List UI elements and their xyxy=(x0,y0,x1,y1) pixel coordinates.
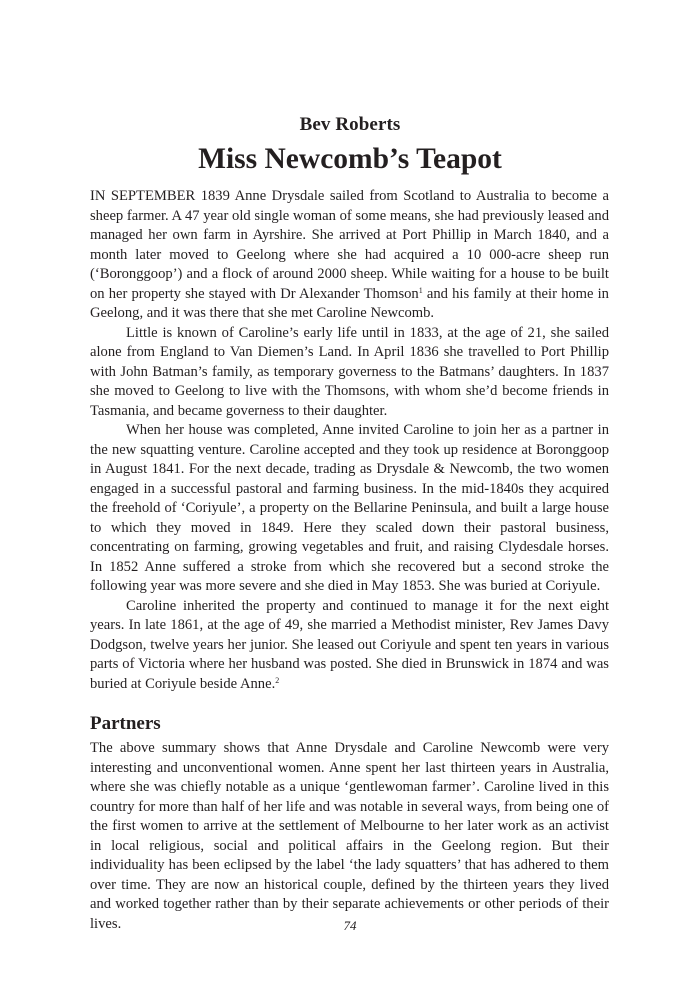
article-body xyxy=(90,187,609,934)
body-paragraph: Little is known of Caroline’s early life until in 1833, at the age of 21, she sailed alone from England to Van Diemen’s Land. In April 1836 she travelled to Port Phillip with John Batman’s family, as temporary governess to the Batmans’ daughters. In 1837 she moved to Geelong to live with the Thomsons, with whom she’d become friends in Tasmania, and became governess to their daughter. xyxy=(90,324,609,419)
body-paragraph xyxy=(90,187,609,324)
page-number: 74 xyxy=(343,918,357,933)
article-title: Miss Newcomb’s Teapot xyxy=(198,143,502,175)
section-heading: Partners xyxy=(90,713,161,734)
author-name: Bev Roberts xyxy=(299,114,401,135)
paragraph-text: IN SEPTEMBER 1839 Anne Drysdale sailed from Scotland to Australia to become a sheep farmer. A 47 year old single woman of some means, she had previously leased and managed her own farm in Ayrshire. She arrived at Port Phillip in March 1840, and a month later moved to Geelong where she had acquired a 10 000-acre sheep run (‘Boronggoop’) and a flock of around 2000 sheep. While waiting for a house to be built on her property she stayed with Dr Alexander Thomson xyxy=(90,188,609,302)
body-paragraph xyxy=(90,597,609,695)
body-paragraph: When her house was completed, Anne invited Caroline to join her as a partner in the new squatting venture. Caroline accepted and they took up residence at Boronggoop in August 1841. For the next decade, trading as Drysdale & Newcomb, the two women engaged in a successful pastoral and farming business. In the mid-1840s they acquired the freehold of ‘Coriyule’, a property on the Bellarine Peninsula, and built a large house to which they moved in 1849. Here they scaled down their pastoral business, concentrating on farming, growing vegetables and fruit, and raising Clydesdale horses. In 1852 Anne suffered a stroke from which she recovered but a second stroke the following year was more severe and she died in May 1853. She was buried at Coriyule. xyxy=(90,422,609,594)
footnote-reference: 1 xyxy=(418,285,423,295)
footnote-reference: 2 xyxy=(275,675,280,685)
paragraph-text: and his family at their home in Geelong, and it was there that she met Caroline Newcomb. xyxy=(90,285,609,321)
body-paragraph: The above summary shows that Anne Drysdale and Caroline Newcomb were very interesting and unconventional women. Anne spent her last thirteen years in Australia, where she was chiefly notable as a unique ‘gentlewoman farmer’. Caroline lived in this country for more than half of her life and was notable in several ways, from being one of the first women to arrive at the settlement of Melbourne to her later work as an activist in local religious, social and political affairs in the Geelong region. But their individuality has been eclipsed by the label ‘the lady squatters’ that has adhered to them over time. They are now an historical couple, defined by the thirteen years they lived and worked together rather than by their separate achievements or other periods of their lives. xyxy=(90,740,609,932)
paragraph-text: Caroline inherited the property and continued to manage it for the next eight years. In late 1861, at the age of 49, she married a Methodist minister, Rev James Davy Dodgson, twelve years her junior. She leased out Coriyule and spent ten years in various parts of Victoria where her husband was posted. She died in Brunswick in 1874 and was buried at Coriyule beside Anne. xyxy=(90,597,609,692)
